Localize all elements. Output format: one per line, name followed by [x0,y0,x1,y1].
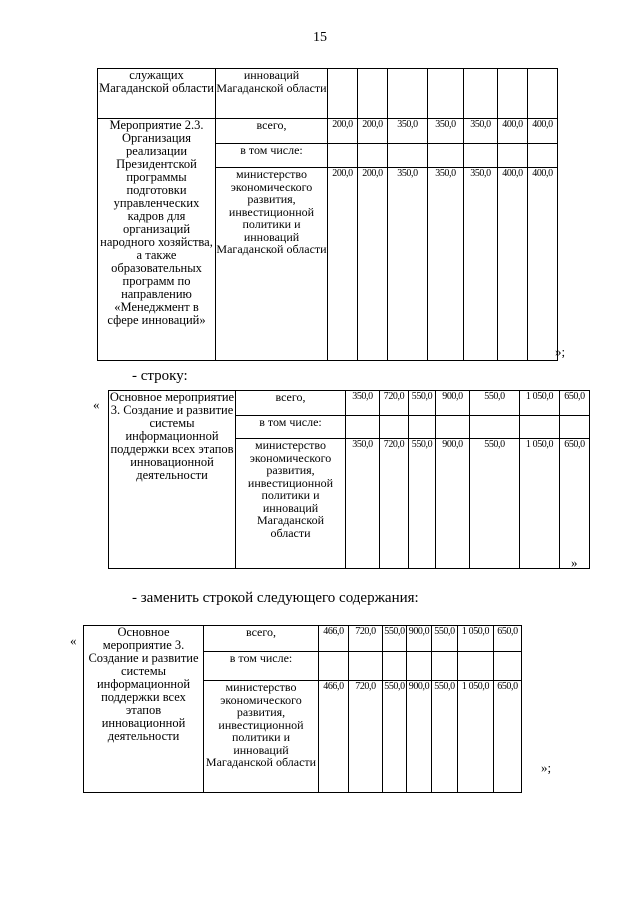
total-value-cell: 350,0 [464,119,498,144]
executor-value-cell: 350,0 [464,168,498,361]
executor-value-cell: 1 050,0 [458,681,494,793]
measure-description-cell: Основное мероприятие 3. Создание и развитие системы информационной поддержки всех этапов инновационной деятельности [109,391,236,569]
total-value-cell: 550,0 [409,391,436,416]
table-measure-3-old [108,390,590,569]
closing-quote-mark: »; [541,760,552,775]
including-label-cell: в том числе: [204,652,319,681]
total-value-cell: 350,0 [388,119,428,144]
total-value-cell: 200,0 [328,119,358,144]
continued-description-cell: служащих Магаданской области [98,69,216,119]
executor-value-cell: 900,0 [436,439,470,569]
table-row [98,69,558,119]
page-number: 15 [313,30,327,45]
total-value-cell: 400,0 [498,119,528,144]
executor-value-cell: 720,0 [349,681,383,793]
total-value-cell: 550,0 [432,626,458,652]
executor-value-cell: 650,0 [494,681,522,793]
executor-value-cell: 550,0 [432,681,458,793]
executor-value-cell: 400,0 [528,168,558,361]
executor-value-cell: 1 050,0 [520,439,560,569]
total-label-cell: всего, [216,119,328,144]
executor-value-cell: 350,0 [388,168,428,361]
instruction-replace-text: - заменить строкой следующего содержания: [132,590,419,606]
executor-value-cell: 200,0 [358,168,388,361]
opening-quote-mark: « [93,397,100,412]
closing-quote-mark: »; [555,344,566,359]
total-value-cell: 1 050,0 [520,391,560,416]
executor-value-cell: 400,0 [498,168,528,361]
executor-value-cell: 650,0 [560,439,590,569]
instruction-row-text: - строку: [132,368,188,384]
total-value-cell: 350,0 [428,119,464,144]
total-value-cell: 1 050,0 [458,626,494,652]
total-value-cell: 200,0 [358,119,388,144]
table-measure-3-new [83,625,522,793]
total-value-cell: 720,0 [349,626,383,652]
executor-value-cell: 350,0 [428,168,464,361]
executor-value-cell: 550,0 [470,439,520,569]
total-value-cell: 400,0 [528,119,558,144]
total-value-cell: 350,0 [346,391,380,416]
total-label-cell: всего, [204,626,319,652]
total-value-cell: 650,0 [494,626,522,652]
measure-description-cell: Мероприятие 2.3. Организация реализации Президентской программы подготовки управленческих кадров для организаций народного хозяйства, а также образовательных программ по направлению «Менеджмент в сфере инноваций» [98,119,216,361]
including-label-cell: в том числе: [216,144,328,168]
executor-value-cell: 900,0 [407,681,432,793]
closing-quote-mark: » [571,555,578,570]
executor-value-cell: 550,0 [409,439,436,569]
executor-value-cell: 350,0 [346,439,380,569]
measure-description-cell: Основное мероприятие 3. Создание и развитие системы информационной поддержки всех этапов инновационной деятельности [84,626,204,793]
executor-cell: министерство экономического развития, инвестиционной политики и инноваций Магаданской области [236,439,346,569]
total-label-cell: всего, [236,391,346,416]
executor-value-cell: 200,0 [328,168,358,361]
opening-quote-mark: « [70,633,77,648]
total-value-cell: 900,0 [436,391,470,416]
total-value-cell: 466,0 [319,626,349,652]
executor-cell: министерство экономического развития, инвестиционной политики и инноваций Магаданской области [204,681,319,793]
including-label-cell: в том числе: [236,416,346,439]
executor-value-cell: 466,0 [319,681,349,793]
total-value-cell: 900,0 [407,626,432,652]
table-row [84,626,522,652]
table-row [98,119,558,144]
total-value-cell: 720,0 [380,391,409,416]
total-value-cell: 550,0 [383,626,407,652]
table-measure-2-3 [97,68,558,361]
table-row [109,391,590,416]
continued-executor-cell: инноваций Магаданской области [216,69,328,119]
executor-value-cell: 720,0 [380,439,409,569]
total-value-cell: 650,0 [560,391,590,416]
executor-cell: министерство экономического развития, инвестиционной политики и инноваций Магаданской области [216,168,328,361]
total-value-cell: 550,0 [470,391,520,416]
executor-value-cell: 550,0 [383,681,407,793]
